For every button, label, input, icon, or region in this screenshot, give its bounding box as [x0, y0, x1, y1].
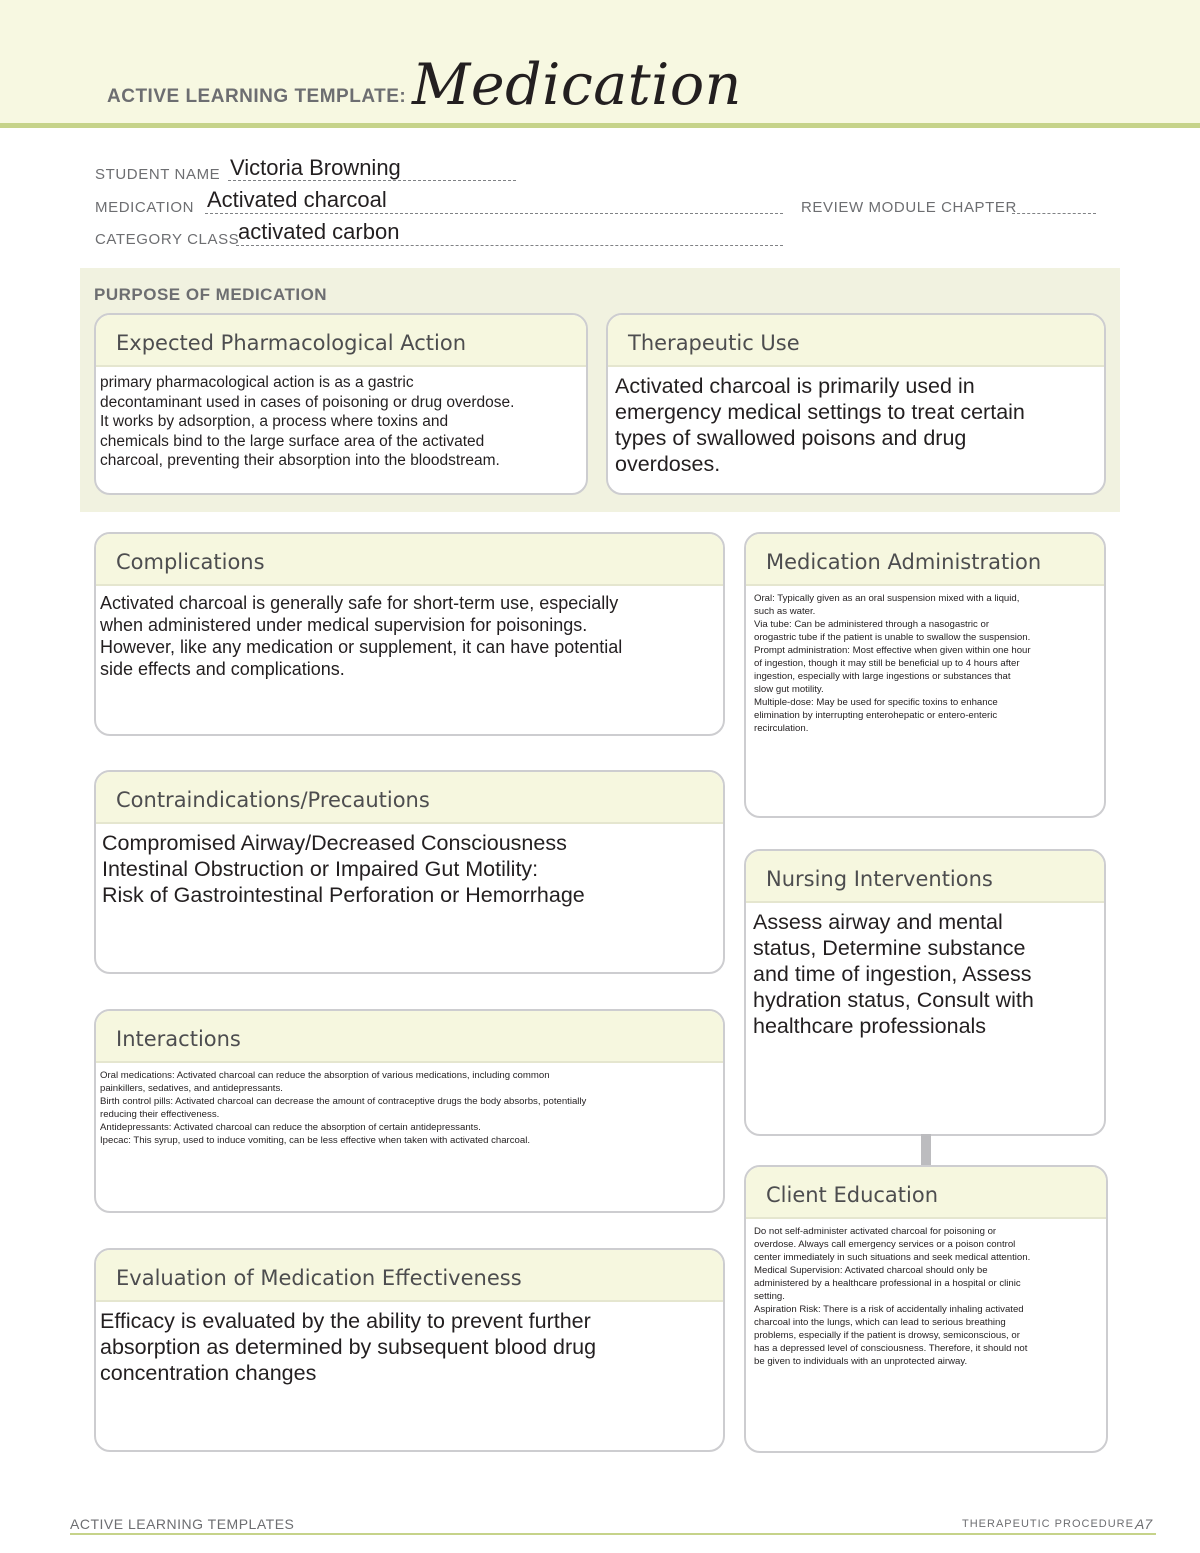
- category-class-label: CATEGORY CLASS: [95, 231, 240, 248]
- client-education-heading: Client Education: [746, 1167, 1106, 1219]
- medication-value[interactable]: Activated charcoal: [207, 187, 387, 212]
- complications-heading: Complications: [96, 534, 723, 586]
- therapeutic-use-heading: Therapeutic Use: [608, 315, 1104, 367]
- footer-rule: [70, 1533, 1156, 1535]
- evaluation-text[interactable]: Efficacy is evaluated by the ability to prevent further absorption as determined by subsequent blood drug concentration changes: [100, 1309, 597, 1385]
- nursing-interventions-heading: Nursing Interventions: [746, 851, 1104, 903]
- footer-left-label: ACTIVE LEARNING TEMPLATES: [70, 1516, 295, 1532]
- medication-label: MEDICATION: [95, 199, 195, 216]
- header-rule: [0, 123, 1200, 128]
- expected-action-heading: Expected Pharmacological Action: [96, 315, 586, 367]
- review-module-underline[interactable]: [1012, 213, 1096, 214]
- complications-box: [94, 532, 725, 736]
- purpose-title: PURPOSE OF MEDICATION: [94, 285, 328, 304]
- therapeutic-use-box: [606, 313, 1106, 495]
- nursing-interventions-box: [744, 849, 1106, 1136]
- interactions-heading: Interactions: [96, 1011, 723, 1063]
- template-label: ACTIVE LEARNING TEMPLATE:: [107, 86, 407, 107]
- nursing-interventions-text[interactable]: Assess airway and mental status, Determine substance and time of ingestion, Assess hydration status, Consult with healthcare professionals: [753, 910, 1034, 1038]
- interactions-box: [94, 1009, 725, 1213]
- therapeutic-use-text[interactable]: Activated charcoal is primarily used in emergency medical settings to treat certain types of swallowed poisons and drug overdoses.: [615, 374, 1025, 476]
- student-name-label: STUDENT NAME: [95, 166, 221, 183]
- contraindications-box: [94, 770, 725, 974]
- expected-action-box: [94, 313, 588, 495]
- footer-right-label: THERAPEUTIC PROCEDURE: [962, 1518, 1134, 1530]
- contraindications-heading: Contraindications/Precautions: [96, 772, 723, 824]
- complications-text[interactable]: Activated charcoal is generally safe for short-term use, especially when administered under medical supervision for poisonings. However, like any medication or supplement, it can have potential side effects and complications.: [100, 593, 623, 679]
- medication-administration-heading: Medication Administration: [746, 534, 1104, 586]
- interactions-text[interactable]: Oral medications: Activated charcoal can reduce the absorption of various medications, including common painkillers, sedatives, and antidepressants. Birth control pills: Activated charcoal can decrease the amount of contraceptive drugs the body absorbs, potentially reducing their effectiveness. Antidepressants: Activated charcoal can reduce the absorption of certain antidepressants. Ipecac: This syrup, used to induce vomiting, can be less effective when taken with activated charcoal.: [100, 1070, 587, 1146]
- medication-administration-text[interactable]: Oral: Typically given as an oral suspension mixed with a liquid, such as water. Via tube: Can be administered through a nasogastric or orogastric tube if the patient is unable to swallow the suspension. Prompt administration: Most effective when given within one hour of ingestion, though it may still be beneficial up to 4 hours after ingestion, especially with large ingestions or substances that slow gut motility. Multiple-dose: May be used for specific toxins to enhance elimination by interrupting enterohepatic or entero-enteric recirculation.: [754, 593, 1031, 734]
- review-module-label: REVIEW MODULE CHAPTER: [801, 199, 1017, 216]
- client-education-text[interactable]: Do not self-administer activated charcoal for poisoning or overdose. Always call emergency services or a poison control center immediately in such situations and seek medical attention. Medical Supervision: Activated charcoal should only be administered by a healthcare professional in a hospital or clinic setting. Aspiration Risk: There is a risk of accidentally inhaling activated charcoal into the lungs, which can lead to serious breathing problems, especially if the patient is drowsy, semiconscious, or has a depressed level of consciousness. Therefore, it should not be given to individuals with an unprotected airway.: [754, 1226, 1031, 1367]
- medication-underline: [205, 213, 783, 214]
- category-class-underline: [236, 245, 783, 246]
- client-education-box: [744, 1165, 1108, 1453]
- evaluation-box: [94, 1248, 725, 1452]
- category-class-value[interactable]: activated carbon: [238, 219, 400, 244]
- medication-administration-box: [744, 532, 1106, 818]
- contraindications-text[interactable]: Compromised Airway/Decreased Consciousness Intestinal Obstruction or Impaired Gut Motility: Risk of Gastrointestinal Perforation or Hemorrhage: [102, 831, 585, 907]
- page-title: Medication: [412, 52, 742, 118]
- expected-action-text[interactable]: primary pharmacological action is as a gastric decontaminant used in cases of poisoning or drug overdose. It works by adsorption, a process where toxins and chemicals bind to the large surface area of the activated charcoal, preventing their absorption into the bloodstream.: [100, 374, 515, 469]
- footer-page-number: A7: [1135, 1516, 1153, 1532]
- student-name-value[interactable]: Victoria Browning: [230, 155, 401, 180]
- evaluation-heading: Evaluation of Medication Effectiveness: [96, 1250, 723, 1302]
- connector-bar: [921, 1134, 931, 1167]
